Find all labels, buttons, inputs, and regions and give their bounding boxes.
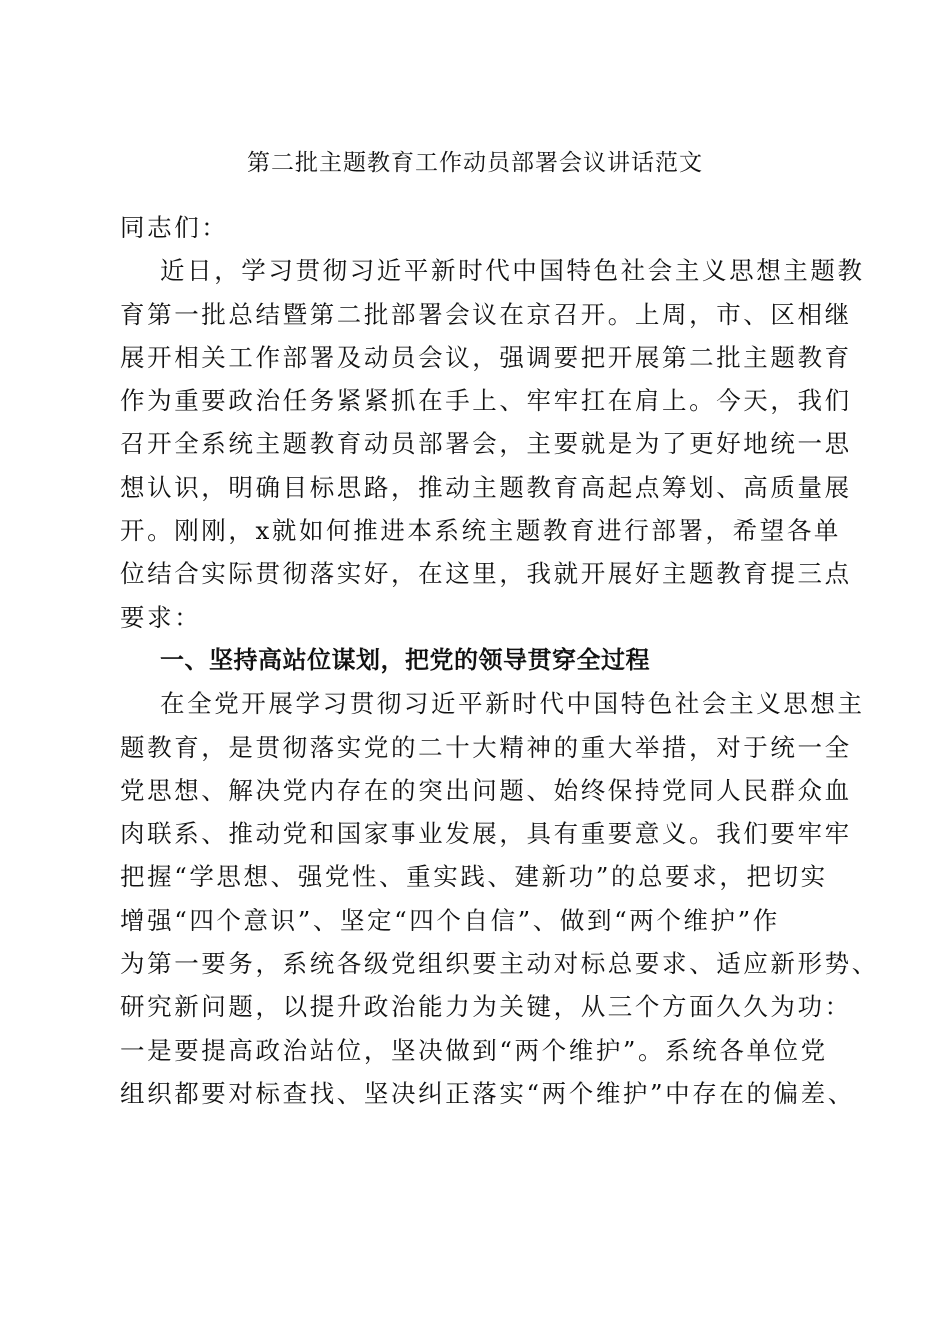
paragraph-line: 把握“学思想、强党性、重实践、建新功”的总要求，把切实: [120, 862, 828, 892]
paragraph-line: 作为重要政治任务紧紧抓在手上、牢牢扛在肩上。今天，我们: [120, 386, 852, 416]
document-body: [120, 206, 879, 1115]
paragraph-line: 增强“四个意识”、坚定“四个自信”、做到“两个维护”作: [120, 905, 780, 935]
paragraph-line: 一是要提高政治站位，坚决做到“两个维护”。系统各单位党: [120, 1035, 828, 1065]
paragraph-line: 位结合实际贯彻落实好，在这里，我就开展好主题教育提三点: [120, 559, 852, 589]
paragraph-line: 要求：: [120, 602, 202, 632]
paragraph-line: 近日，学习贯彻习近平新时代中国特色社会主义思想主题教: [160, 256, 865, 286]
paragraph-line: 肉联系、推动党和国家事业发展，具有重要意义。我们要牢牢: [120, 819, 852, 849]
salutation: 同志们：: [120, 213, 229, 242]
paragraph-line: 党思想、解决党内存在的突出问题、始终保持党同人民群众血: [120, 775, 852, 805]
paragraph-line: 研究新问题，以提升政治能力为关键，从三个方面久久为功：: [120, 992, 852, 1022]
paragraph-line: 在全党开展学习贯彻习近平新时代中国特色社会主义思想主: [160, 689, 865, 719]
paragraph-line: 展开相关工作部署及动员会议，强调要把开展第二批主题教育: [120, 342, 852, 372]
paragraph-line: 育第一批总结暨第二批部署会议在京召开。上周，市、区相继: [120, 299, 852, 329]
paragraph-line: 为第一要务，系统各级党组织要主动对标总要求、适应新形势、: [120, 949, 879, 979]
paragraph-line: 想认识，明确目标思路，推动主题教育高起点筹划、高质量展: [120, 472, 852, 502]
document-title: 第二批主题教育工作动员部署会议讲话范文: [247, 150, 703, 176]
paragraph-line: 开。刚刚，x就如何推进本系统主题教育进行部署，希望各单: [120, 516, 842, 546]
paragraph-line: 召开全系统主题教育动员部署会，主要就是为了更好地统一思: [120, 429, 852, 459]
paragraph-line: 题教育，是贯彻落实党的二十大精神的重大举措，对于统一全: [120, 732, 852, 762]
paragraph-line: 组织都要对标查找、坚决纠正落实“两个维护”中存在的偏差、: [120, 1078, 855, 1108]
section-heading: 一、坚持高站位谋划，把党的领导贯穿全过程: [160, 645, 650, 674]
